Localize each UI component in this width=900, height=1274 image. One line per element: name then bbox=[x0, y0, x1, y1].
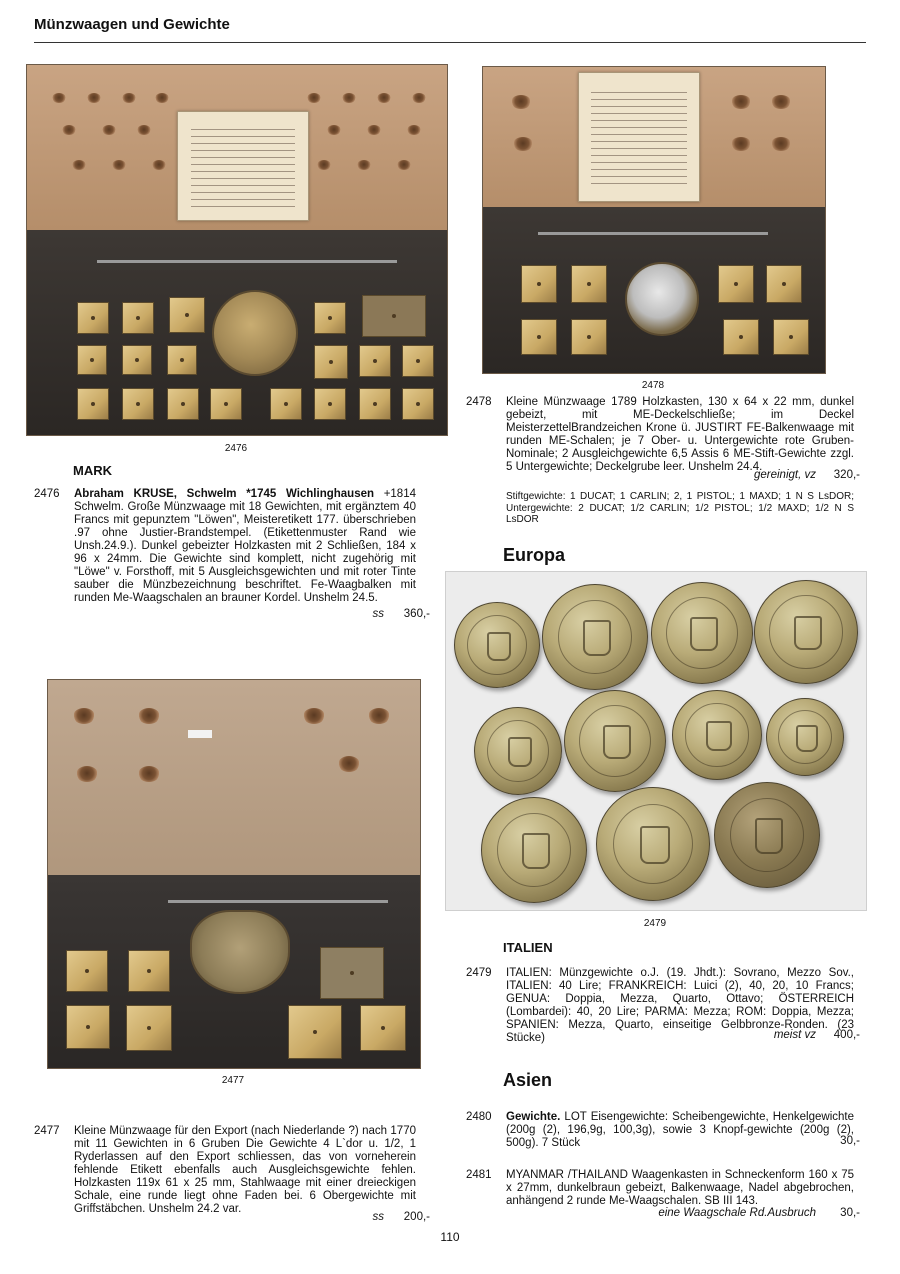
lot-number: 2477 bbox=[34, 1125, 60, 1137]
section-mark: MARK bbox=[73, 463, 112, 478]
lot-note: Stiftgewichte: 1 DUCAT; 1 CARLIN; 2, 1 PISTOL; 1 MAXD; 1 N S LsDOR; Untergewichte: 2 DUCAT; 1/2 CARLIN; 1/2 PISTOL; 1/2 MAXD; 1/2 N S LsDOR bbox=[506, 491, 854, 525]
lot-grade: meist vz bbox=[773, 1029, 816, 1041]
box-base bbox=[48, 875, 420, 1068]
lot-number: 2476 bbox=[34, 488, 60, 500]
lot-price: 30,- bbox=[840, 1207, 860, 1219]
header-rule bbox=[34, 42, 866, 43]
lot-description bbox=[506, 1111, 854, 1150]
lot-number: 2481 bbox=[466, 1169, 492, 1181]
lot-description: ITALIEN: Münzgewichte o.J. (19. Jhdt.): Sovrano, Mezzo Sov., ITALIEN: 40 Lire; FRANKREICH: Luici (2), 40, 20, 10 Francs; GENUA: Doppia, Mezza, Quarto, Ottavo; ÖSTERREICH (Lombardei): 40, 20 Lire; PARMA: Mezza; ROM: Doppia, Mezza; SPANIEN: Mezza, Quarto, einseitige Gelbbronze-Ronden. (23 Stücke) bbox=[506, 967, 854, 1044]
lot-number: 2478 bbox=[466, 396, 492, 408]
lot-2479 bbox=[466, 967, 862, 1047]
caption-2477: 2477 bbox=[221, 1075, 245, 1086]
lot-2480 bbox=[466, 1111, 862, 1155]
box-lid bbox=[27, 65, 447, 230]
lot-text: LOT Eisengewichte: Scheibengewichte, Henkelgewichte (200g (2), 196,9g, 100,3g), sowie 3 Knopf-gewichte (200g (2), 500g). 7 Stück bbox=[506, 1111, 854, 1149]
lot-2478 bbox=[466, 396, 862, 526]
lot-2477 bbox=[34, 1125, 430, 1225]
photo-lot-2477 bbox=[47, 679, 421, 1069]
section-italien: ITALIEN bbox=[503, 940, 553, 955]
lot-price: 400,- bbox=[833, 1029, 860, 1041]
master-label bbox=[578, 72, 700, 202]
lot-description: Kleine Münzwaage 1789 Holzkasten, 130 x 64 x 22 mm, dunkel gebeizt, mit ME-Deckelschließe; im Deckel MeisterzettelBrandzeichen Krone ü. JUSTIRT FE-Balkenwaage mit runden ME-Schalen; je 7 Ober- u. Untergewichte rote Gruben-Nominale; 2 Ausgleichgewichte 6,5 Assis 6 ME-Stift-Gewichte zzgl. 5 Untergewichte; Deckelgrube leer. Unshelm 24.4. bbox=[506, 396, 854, 473]
lot-price: 30,- bbox=[840, 1135, 860, 1147]
section-europa: Europa bbox=[503, 545, 566, 565]
box-lid bbox=[48, 680, 420, 875]
lot-number: 2479 bbox=[466, 967, 492, 979]
lot-grade: ss bbox=[372, 1211, 384, 1223]
lot-price: 200,- bbox=[403, 1211, 430, 1223]
lot-grade: gereinigt, vz bbox=[753, 469, 816, 481]
lot-title: Abraham KRUSE, Schwelm *1745 Wichlinghausen bbox=[74, 488, 375, 500]
photo-lot-2476 bbox=[26, 64, 448, 436]
lot-grade: eine Waagschale Rd.Ausbruch bbox=[658, 1207, 816, 1219]
lot-description: MYANMAR /THAILAND Waagenkasten in Schneckenform 160 x 75 x 27mm, dunkelbraun gebeizt, Balkenwaage, Nadel abgebrochen, anhängend 2 runde Me-Waagschalen. SB III 143. bbox=[506, 1169, 854, 1207]
box-base bbox=[27, 230, 447, 435]
lot-number: 2480 bbox=[466, 1111, 492, 1123]
master-label bbox=[177, 111, 309, 221]
caption-2478: 2478 bbox=[641, 380, 665, 391]
lot-price: 360,- bbox=[403, 608, 430, 620]
lot-title: Gewichte. bbox=[506, 1111, 561, 1123]
lot-price: 320,- bbox=[833, 469, 860, 481]
caption-2476: 2476 bbox=[224, 443, 248, 454]
box-lid bbox=[483, 67, 825, 207]
lot-text: +1814 Schwelm. Große Münzwaage mit 18 Gewichten, mit ergänztem 40 Francs mit gepunztem "Löwen", Meisteretikett 177. überschrieben .97 ohne Justier-Brandstempel. (Etikettenmuster Rand wie Unsh.24.9.). Dunkel gebeizter Holzkasten mit 2 Schließen, 184 x 96 x 24mm. Die Gewichte sind komplett, nicht zugehörig mit "Löwe" v. Forsthoff, mit 5 Ausgleichsgewichten und mit roter Tinte sauber die Münzbezeichnung beschriftet. Fe-Waagbalken mit runden Me-Waagschalen an brauner Kordel. Unshelm 24.5. bbox=[74, 488, 416, 604]
page-number: 110 bbox=[440, 1230, 460, 1244]
photo-lot-2479 bbox=[445, 571, 867, 911]
section-asien: Asien bbox=[503, 1070, 553, 1090]
lot-2481 bbox=[466, 1169, 862, 1225]
photo-lot-2478 bbox=[482, 66, 826, 374]
lot-description: Kleine Münzwaage für den Export (nach Niederlande ?) nach 1770 mit 11 Gewichten in 6 Gruben Die Gewichte 4 L`dor u. 1/2, 1 Ryderlassen auf den Export schliessen, das von vorneherein fehlende Etikett ebenfalls auch Ausgleichsgewichte fehlen. Holzkasten 119x 61 x 25 mm, Stahlwaage mit einer dreieckigen Schale, eine runde liegt ohne Faden bei. 6 Obergewichte mit Griffstäbchen. Unshelm 24.2 var. bbox=[74, 1125, 416, 1215]
lot-grade: ss bbox=[372, 608, 384, 620]
lot-description bbox=[74, 488, 416, 605]
box-base bbox=[483, 207, 825, 373]
caption-2479: 2479 bbox=[643, 918, 667, 929]
page-header-title: Münzwaagen und Gewichte bbox=[34, 16, 230, 33]
lot-2476 bbox=[34, 488, 430, 623]
